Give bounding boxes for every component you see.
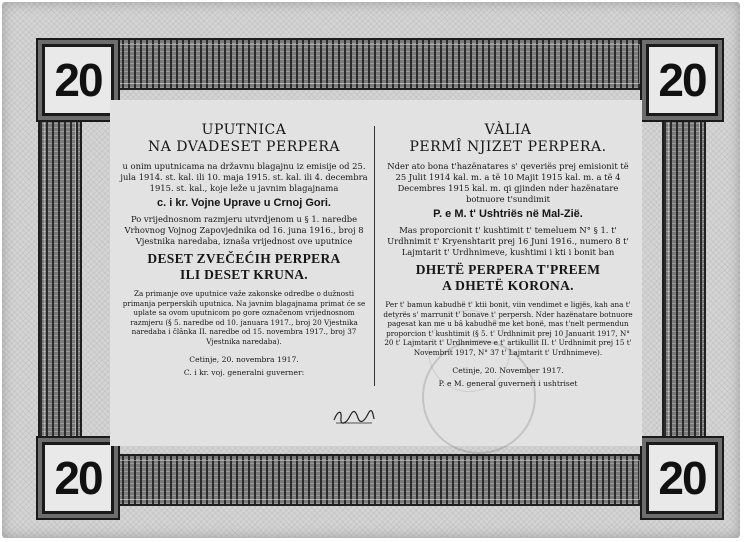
text-panel: [110, 100, 642, 446]
right-date: Cetinje, 20. November 1917.: [452, 365, 564, 375]
right-signatory: P. e M. general guverneri i ushtriset: [438, 378, 578, 388]
right-value-2: A DHETË KORONA.: [442, 278, 574, 293]
left-value-2: ILI DESET KRUNA.: [180, 267, 308, 282]
right-title-2: PERMÎ NJIZET PERPERA.: [409, 139, 607, 155]
left-title-2: NA DVADESET PERPERA: [147, 139, 341, 155]
right-paragraph-1: Nder ato bona t'hazënatares s' qeveriës prej emisionit të 25 Julit 1914 kal. m. a të 10 Majit 1915 kal. m. a të 4 Decembres 1915 kal. m. qi gjinden nder hazënatare botnuore t'sundimit: [387, 161, 629, 204]
right-title-1: VÀLIA: [484, 122, 532, 138]
left-value-1: DESET ZVEČEĆIH PERPERA: [147, 251, 341, 266]
left-authority: c. i kr. Vojne Uprave u Crnoj Gori.: [156, 197, 331, 209]
denomination-top-left: 20: [42, 44, 114, 116]
left-title-1: UPUTNICA: [201, 122, 287, 138]
banknote: [2, 2, 740, 538]
denomination-bottom-left: 20: [42, 442, 114, 514]
left-date: Cetinje, 20. novembra 1917.: [189, 354, 299, 364]
left-ornamental-border: [38, 102, 82, 458]
right-paragraph-2: Mas proporcionit t' kushtimit t' temeluem N° § 1. t' Urdhnimit t' Kryenshtarit prej 16 Juni 1916., numero 8 t' Lajmtarit t' Urdhnimeve, kushtimi i kti i bonit ban: [387, 225, 629, 257]
left-paragraph-2: Po vrijednosnom razmjeru utvrdjenom u § 1. naredbe Vrhovnog Vojnog Zapovjednika od 16. juna 1916., broj 8 Vjestnika naredaba, iznaša vrijednost ove uputnice: [124, 214, 364, 246]
left-signatory: C. i kr. voj. generalni guverner:: [183, 367, 305, 377]
right-paragraph-3: Per t' bamun kabudhë t' ktii bonit, viin vendimet e ligjës, kah ana t' detyrës s' marrunit t' bonave t' perpersh. Nder hazënatare botnuore pagesat kan me u bâ kabudhë me ket bonë, mas t'nelt permendun proporcion t' kushtimit (§ 5. t' Urdhnimit prej 10 Januarit 1917, N° 20 t' Lajmtarit t' Urdhnimeve e t' artikullit II. t' Urdhnimit prej 15 t' Novembrit 1917, N° 37 t' Lajmtarit t' Urdhnimeve).: [383, 300, 633, 357]
left-paragraph-3: Za primanje ove uputnice važe zakonske odredbe o dužnosti primanja perperskih uputnica. Na javnim blagajnama primat će se uplate sa ovom uputnicom po gore označenom vrijednosnom razmjeru (§ 5. naredbe od 10. januara 1917., broj 20 Vjestnika naredaba i člânka II. naredbe od 15. novembra 1917., broj 37 Vjestnika naredaba).: [122, 289, 366, 346]
right-authority: P. e M. t' Ushtriës në Mal-Zië.: [433, 208, 583, 220]
right-ornamental-border: [662, 102, 706, 458]
right-column-text: [382, 100, 634, 388]
bottom-ornamental-border: [102, 454, 646, 506]
top-ornamental-border: [102, 38, 646, 90]
denomination-bottom-right: 20: [646, 442, 718, 514]
handwritten-signature: [332, 406, 376, 428]
left-paragraph-1: u onim uputnicama na državnu blagajnu iz emisije od 25. jula 1914. st. kal. ili 10. maja 1915. st. kal. ili 4. decembra 1915. st. kal., koje leže u javnim blagajnama: [120, 161, 368, 193]
denomination-top-right: 20: [646, 44, 718, 116]
column-divider: [374, 126, 375, 386]
left-column-text: [118, 100, 370, 377]
right-value-1: DHETË PERPERA T'PREEM: [415, 262, 601, 277]
